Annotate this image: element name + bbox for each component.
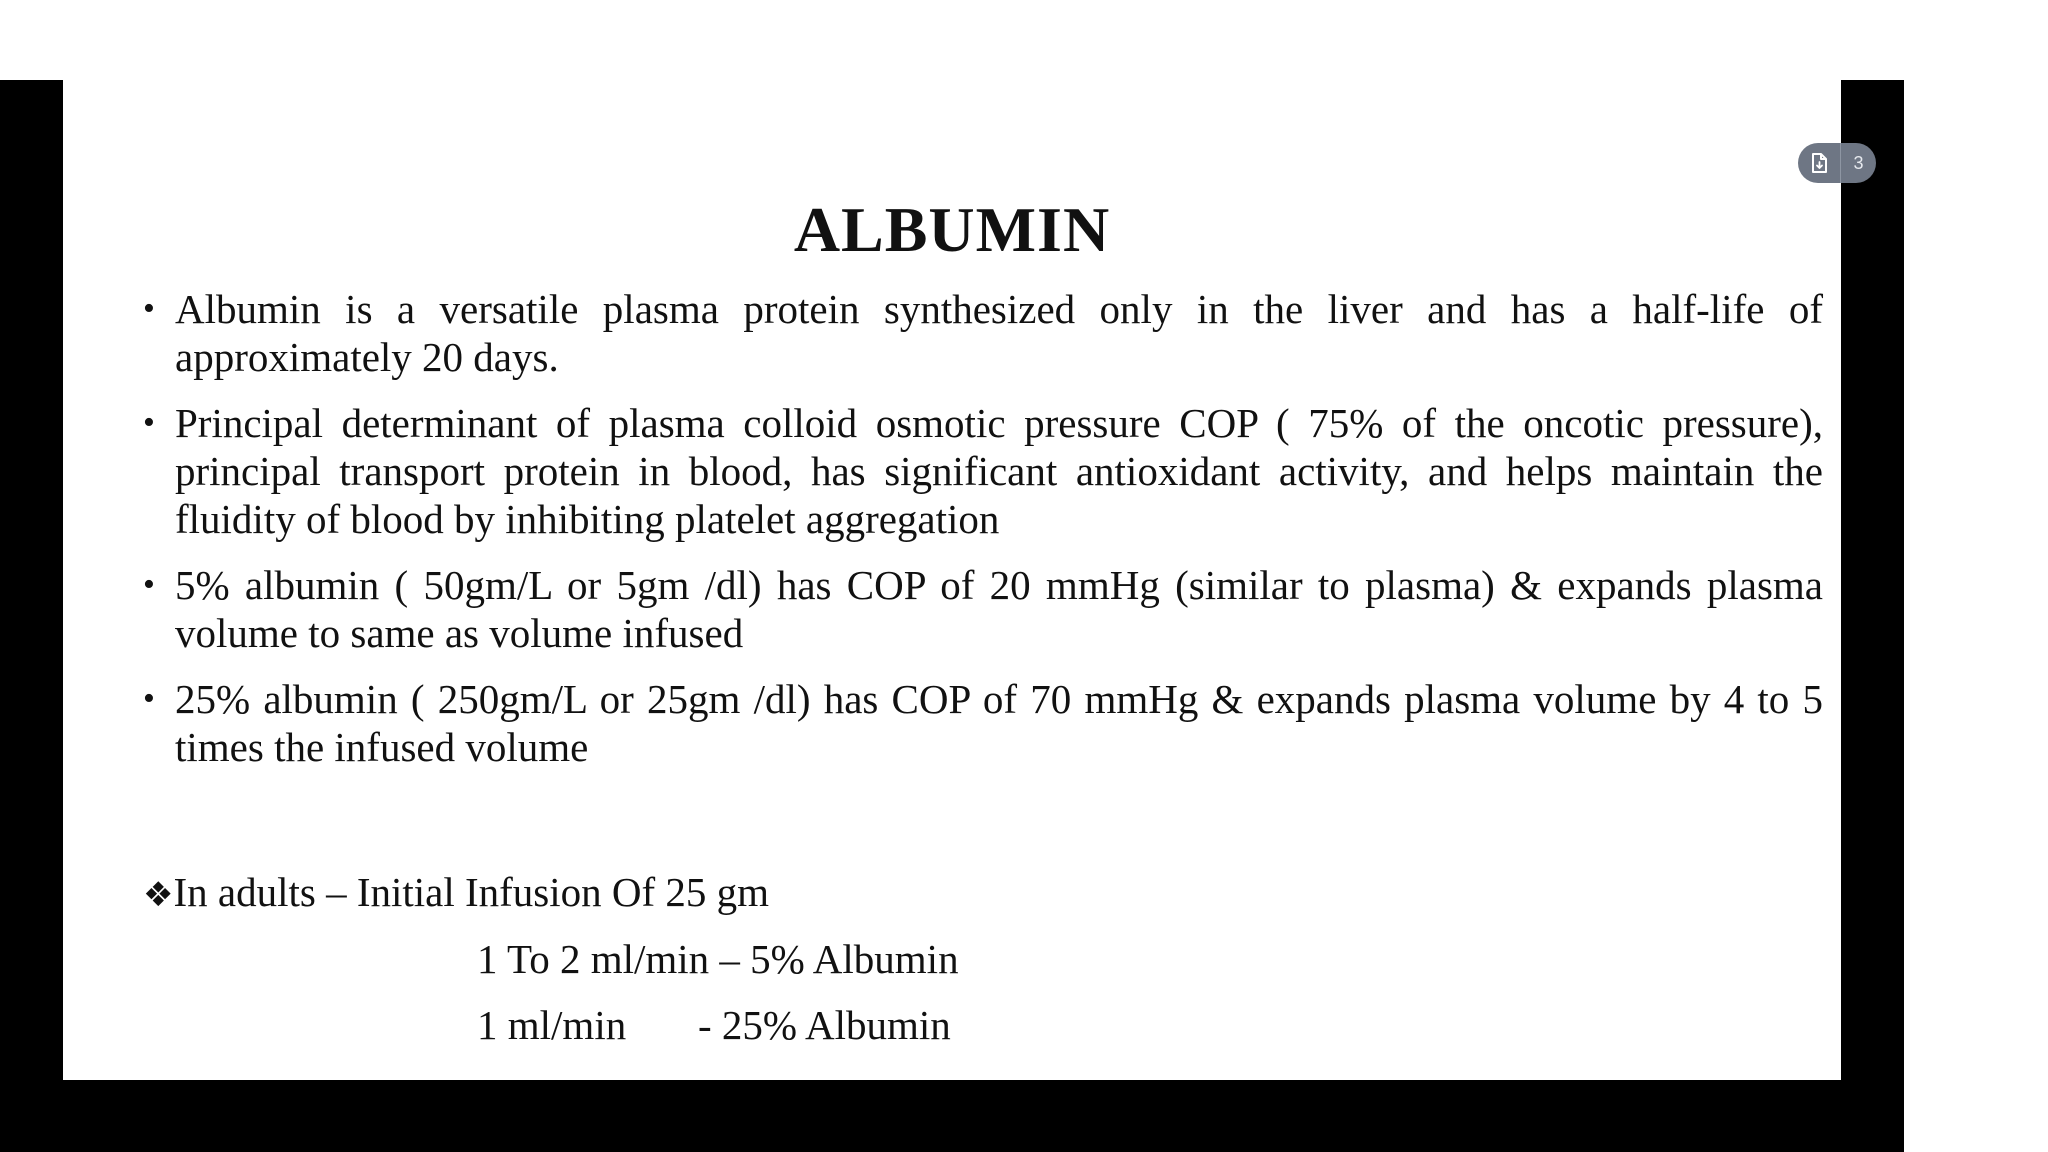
bullet-text: Albumin is a versatile plasma protein synthesized only in the liver and has a half-life of approximately 20 days.	[175, 286, 1823, 380]
bullet-list	[143, 285, 1823, 789]
bullet-item	[143, 675, 1823, 771]
bullet-dot: •	[143, 290, 155, 327]
bullet-dot: •	[143, 566, 155, 603]
bullet-dot: •	[143, 404, 155, 441]
bullet-dot: •	[143, 680, 155, 717]
adults-dosage-text: In adults – Initial Infusion Of 25 gm	[173, 869, 770, 915]
slide-title: ALBUMIN	[793, 194, 1111, 265]
bullet-text: 25% albumin ( 250gm/L or 25gm /dl) has COP of 70 mmHg & expands plasma volume by 4 to 5 times the infused volume	[175, 676, 1823, 770]
bullet-item	[143, 399, 1823, 543]
document-icon	[1798, 143, 1841, 183]
bullet-text: Principal determinant of plasma colloid osmotic pressure COP ( 75% of the oncotic pressure), principal transport protein in blood, has significant antioxidant activity, and helps maintain the fluidity of blood by inhibiting platelet aggregation	[175, 400, 1823, 542]
rate-line-25-percent: 1 ml/min - 25% Albumin	[477, 1002, 951, 1048]
page-number: 3	[1853, 152, 1864, 173]
page-badge[interactable]	[1798, 143, 1876, 183]
bullet-item	[143, 285, 1823, 381]
rate-line-5-percent: 1 To 2 ml/min – 5% Albumin	[477, 936, 959, 982]
star-bullet-icon: ❖	[143, 875, 174, 915]
bullet-text: 5% albumin ( 50gm/L or 5gm /dl) has COP of 20 mmHg (similar to plasma) & expands plasma volume to same as volume infused	[175, 562, 1823, 656]
bullet-item	[143, 561, 1823, 657]
slide	[63, 80, 1841, 1080]
adults-dosage-line	[143, 868, 769, 919]
